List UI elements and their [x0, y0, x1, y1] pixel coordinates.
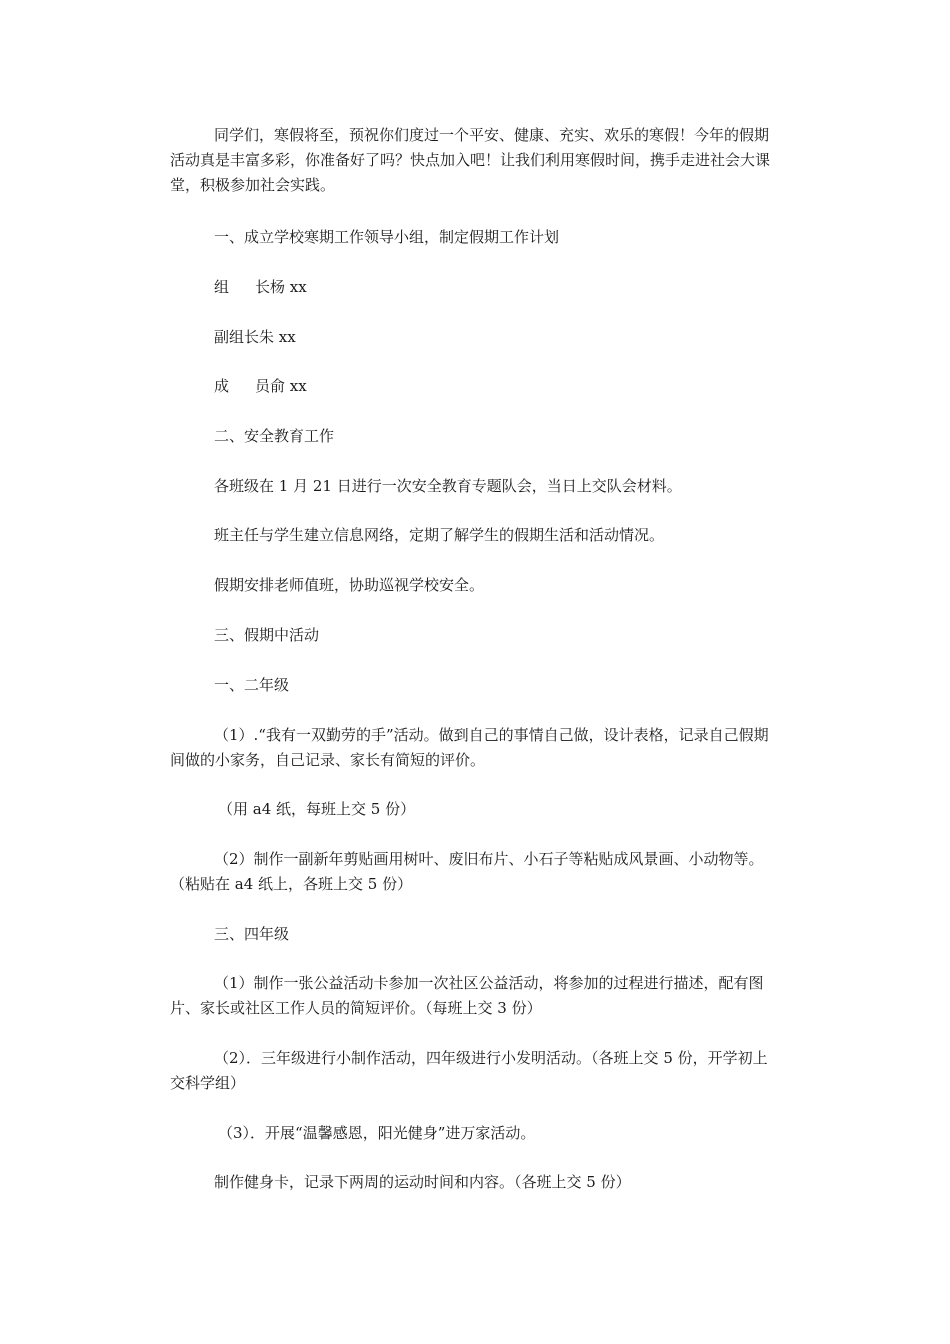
grade2-item-2: （2）制作一副新年剪贴画用树叶、废旧布片、小石子等粘贴成风景画、小动物等。（粘贴在 a4 纸上，各班上交 5 份）: [170, 850, 764, 893]
fitness-card-line: 制作健身卡，记录下两周的运动时间和内容。（各班上交 5 份）: [214, 1173, 631, 1191]
member-label-a: 成: [214, 377, 230, 395]
member-label-b: 员俞 xx: [255, 377, 307, 395]
member-line: [214, 374, 307, 399]
grade4-item-2: （2）．三年级进行小制作活动，四年级进行小发明活动。（各班上交 5 份，开学初上交科学组）: [170, 1049, 768, 1092]
grade2-heading: 一、二年级: [214, 676, 290, 694]
grade4-item-3: （3）．开展“温馨感恩，阳光健身”进万家活动。: [218, 1124, 536, 1142]
section3-heading: 三、假期中活动: [214, 626, 320, 644]
section1-heading: 一、成立学校寒期工作领导小组，制定假期工作计划: [214, 228, 560, 246]
safety-item-1: 各班级在 1 月 21 日进行一次安全教育专题队会，当日上交队会材料。: [214, 477, 682, 495]
grade4-heading: 三、四年级: [214, 925, 290, 943]
leader-line: [214, 275, 307, 300]
grade4-item-1: （1）制作一张公益活动卡参加一次社区公益活动，将参加的过程进行描述，配有图片、家长或社区工作人员的简短评价。（每班上交 3 份）: [170, 974, 764, 1017]
leader-label-a: 组: [214, 278, 230, 296]
deputy-line: 副组长朱 xx: [214, 328, 296, 346]
leader-label-b: 长杨 xx: [255, 278, 307, 296]
grade2-item-1: （1）.“我有一双勤劳的手”活动。做到自己的事情自己做，设计表格，记录自己假期间做的小家务，自己记录、家长有简短的评价。: [170, 726, 769, 769]
safety-item-2: 班主任与学生建立信息网络，定期了解学生的假期生活和活动情况。: [214, 526, 665, 544]
intro-paragraph: 同学们，寒假将至，预祝你们度过一个平安、健康、充实、欢乐的寒假！今年的假期活动真是丰富多彩，你准备好了吗？快点加入吧！让我们利用寒假时间，携手走进社会大课堂，积极参加社会实践。: [170, 126, 771, 194]
grade2-item-1-note: （用 a4 纸，每班上交 5 份）: [218, 800, 416, 818]
safety-item-3: 假期安排老师值班，协助巡视学校安全。: [214, 576, 485, 594]
section2-heading: 二、安全教育工作: [214, 427, 335, 445]
